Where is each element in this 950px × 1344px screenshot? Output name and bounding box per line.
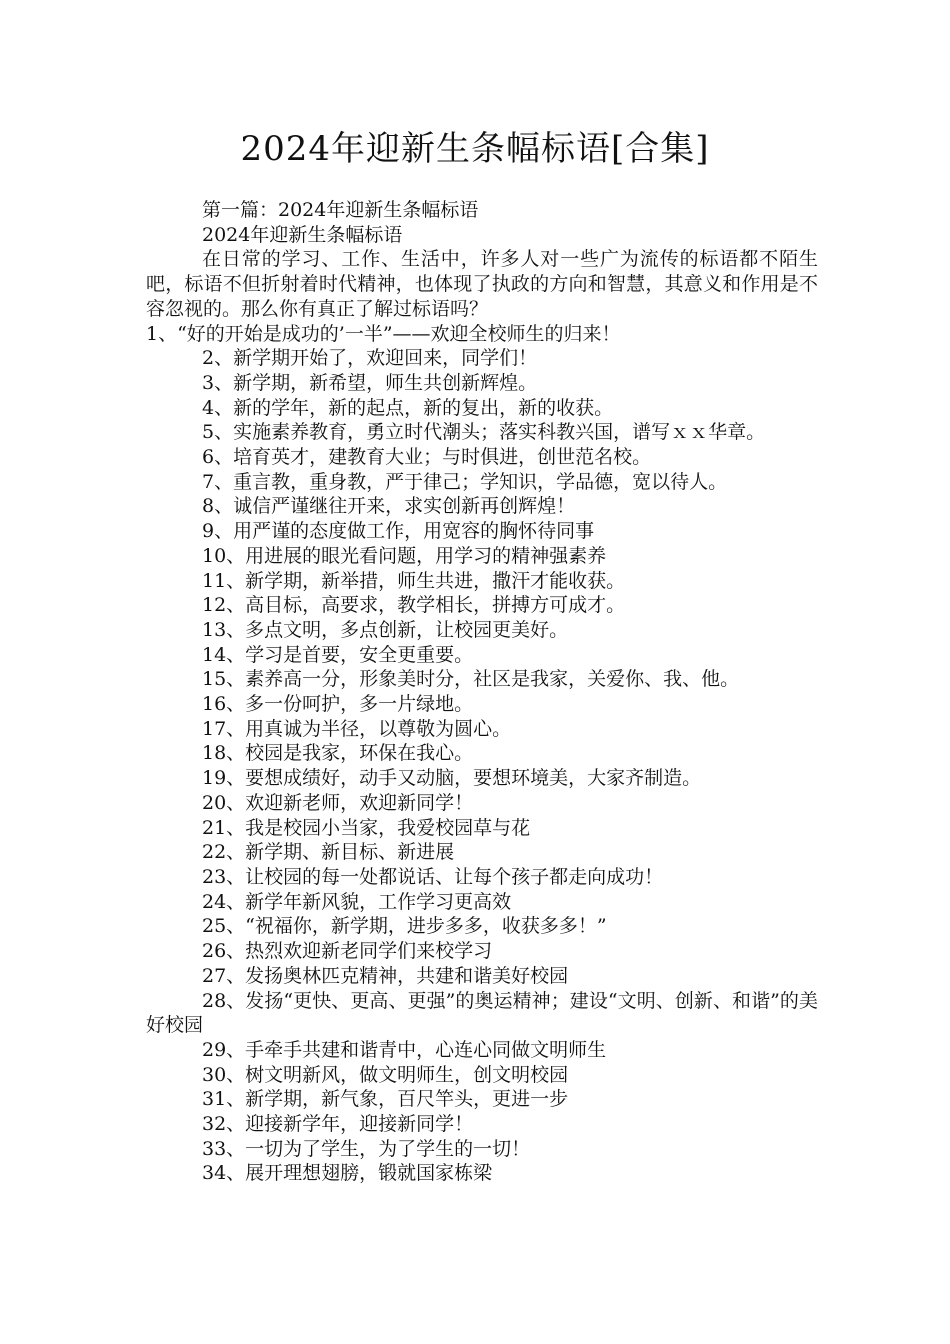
slogan-item: 21、我是校园小当家，我爱校园草与花 bbox=[202, 816, 531, 839]
section-subheading: 2024年迎新生条幅标语 bbox=[202, 223, 403, 246]
section-heading: 第一篇：2024年迎新生条幅标语 bbox=[202, 199, 479, 221]
slogan-item: 27、发扬奥林匹克精神，共建和谐美好校园 bbox=[202, 964, 569, 987]
slogan-item: 7、重言教，重身教，严于律己；学知识，学品德，宽以待人。 bbox=[202, 470, 728, 493]
slogan-item: 20、欢迎新老师，欢迎新同学！ bbox=[202, 791, 474, 814]
slogan-item: 17、用真诚为半径，以尊敬为圆心。 bbox=[202, 717, 512, 740]
slogan-item: 16、多一份呵护，多一片绿地。 bbox=[202, 693, 474, 716]
slogan-item: 1、“好的开始是成功的’一半”——欢迎全校师生的归来！ bbox=[146, 322, 621, 345]
document-body bbox=[146, 198, 818, 1186]
slogan-item: 28、发扬“更快、更高、更强”的奥运精神；建设“文明、创新、和谐”的美好校园 bbox=[146, 989, 818, 1037]
slogan-item: 2、新学期开始了，欢迎回来，同学们！ bbox=[202, 347, 538, 370]
slogan-item: 31、新学期，新气象，百尺竿头，更进一步 bbox=[202, 1088, 569, 1111]
slogan-item: 34、展开理想翅膀，锻就国家栋梁 bbox=[202, 1162, 493, 1185]
slogan-item: 15、素养高一分，形象美时分，社区是我家，关爱你、我、他。 bbox=[202, 668, 740, 691]
document-title: 2024年迎新生条幅标语[合集] bbox=[240, 129, 710, 169]
slogan-item: 5、实施素养教育，勇立时代潮头；落实科教兴国，谱写ｘｘ华章。 bbox=[202, 421, 766, 444]
slogan-item: 6、培育英才，建教育大业；与时俱进，创世范名校。 bbox=[202, 446, 652, 469]
slogan-item: 14、学习是首要，安全更重要。 bbox=[202, 643, 474, 666]
slogan-item: 30、树文明新风，做文明师生，创文明校园 bbox=[202, 1063, 569, 1086]
slogan-item: 10、用进展的眼光看问题，用学习的精神强素养 bbox=[202, 544, 607, 567]
slogan-item: 19、要想成绩好，动手又动脑，要想环境美，大家齐制造。 bbox=[202, 767, 702, 790]
slogan-item: 25、“祝福你，新学期，进步多多，收获多多！” bbox=[202, 915, 607, 938]
slogan-item: 8、诚信严谨继往开来，求实创新再创辉煌！ bbox=[202, 495, 576, 518]
slogan-item: 9、用严谨的态度做工作，用宽容的胸怀待同事 bbox=[202, 520, 595, 543]
slogan-item: 24、新学年新风貌，工作学习更高效 bbox=[202, 890, 512, 913]
slogan-item: 18、校园是我家，环保在我心。 bbox=[202, 742, 474, 765]
slogan-item: 29、手牵手共建和谐青中，心连心同做文明师生 bbox=[202, 1038, 607, 1061]
slogan-item: 22、新学期、新目标、新进展 bbox=[202, 841, 455, 864]
slogan-item: 11、新学期，新举措，师生共进，撒汗才能收获。 bbox=[202, 569, 626, 592]
slogan-item: 12、高目标，高要求，教学相长，拼搏方可成才。 bbox=[202, 594, 626, 617]
slogan-item: 23、让校园的每一处都说话、让每个孩子都走向成功！ bbox=[202, 865, 664, 888]
slogan-item: 4、新的学年，新的起点，新的复出，新的收获。 bbox=[202, 396, 614, 419]
slogan-item: 13、多点文明，多点创新，让校园更美好。 bbox=[202, 618, 569, 641]
slogan-item: 33、一切为了学生，为了学生的一切！ bbox=[202, 1137, 531, 1160]
intro-paragraph: 在日常的学习、工作、生活中，许多人对一些广为流传的标语都不陌生吧，标语不但折射着时代精神，也体现了执政的方向和智慧，其意义和作用是不容忽视的。那么你有真正了解过标语吗？ bbox=[146, 248, 818, 320]
slogan-item: 32、迎接新学年，迎接新同学！ bbox=[202, 1113, 474, 1136]
slogan-item: 26、热烈欢迎新老同学们来校学习 bbox=[202, 940, 493, 963]
slogan-item: 3、新学期，新希望，师生共创新辉煌。 bbox=[202, 371, 538, 394]
